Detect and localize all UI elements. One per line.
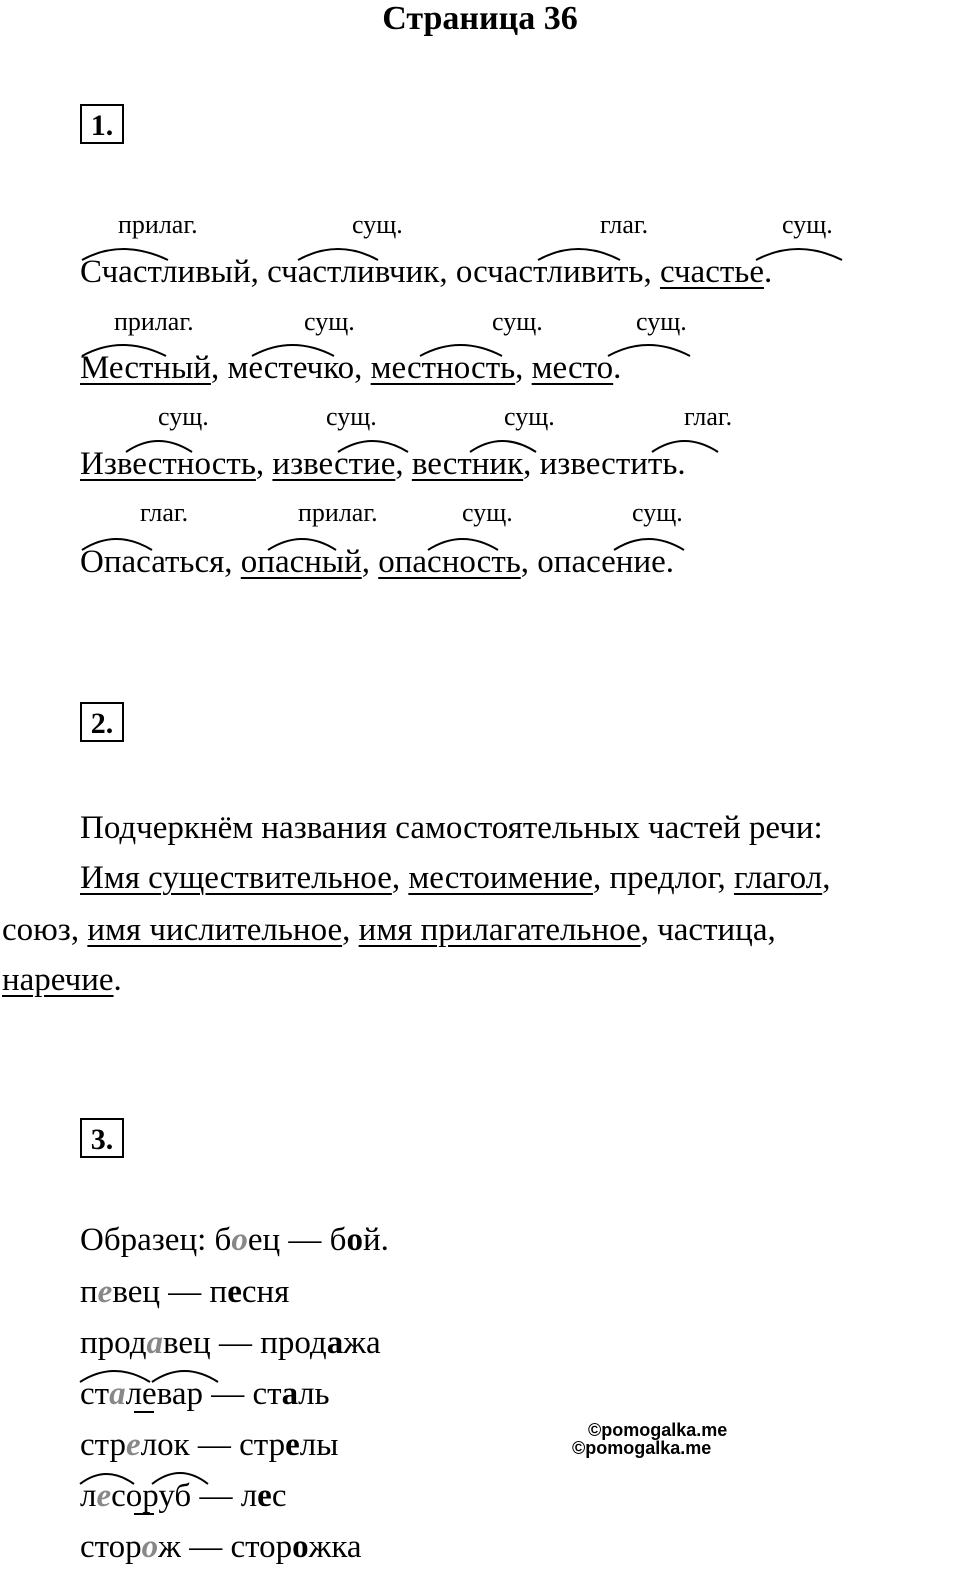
- separator: ,: [643, 254, 660, 290]
- word-part: жа: [343, 1325, 381, 1361]
- part-of-speech-underlined: имя прилагательное: [358, 912, 641, 948]
- word-part: й.: [362, 1222, 389, 1258]
- word-row: [80, 444, 686, 484]
- pos-label: прилаг.: [298, 498, 378, 527]
- word-underlined: Местный: [80, 350, 211, 386]
- separator: ,: [520, 544, 538, 580]
- separator: .: [113, 962, 122, 998]
- task-2-line: [80, 858, 830, 898]
- pos-label: прилаг.: [114, 307, 194, 336]
- word-row: [80, 348, 621, 388]
- word-underlined: место: [531, 350, 614, 386]
- task-2-number: 2.: [80, 702, 124, 742]
- pos-label: сущ.: [304, 307, 355, 336]
- checked-vowel: е: [97, 1274, 113, 1310]
- task-2-line: [2, 960, 122, 1000]
- separator: ,: [640, 912, 658, 948]
- word-part: ж: [158, 1529, 181, 1565]
- separator: ,: [342, 912, 359, 948]
- pos-label: сущ.: [462, 498, 513, 527]
- word-part: стор: [230, 1529, 293, 1565]
- separator: ,: [515, 350, 532, 386]
- word-pair: [80, 1374, 330, 1414]
- pos-label: прилаг.: [118, 210, 198, 239]
- separator: ,: [354, 350, 371, 386]
- pos-label: сущ.: [636, 307, 687, 336]
- part-of-speech-underlined: наречие: [2, 962, 114, 998]
- part-of-speech-underlined: Имя существительное: [80, 860, 392, 896]
- pos-label: сущ.: [492, 307, 543, 336]
- check-vowel: е: [257, 1478, 272, 1514]
- part-of-speech-underlined: местоимение: [408, 860, 593, 896]
- checked-vowel: а: [109, 1376, 126, 1412]
- word-pair: [80, 1476, 286, 1516]
- separator: ,: [70, 912, 88, 948]
- word-part: стор: [80, 1529, 142, 1565]
- word: Опасаться: [80, 544, 225, 580]
- dash: —: [180, 1529, 231, 1565]
- word: осчастливить: [455, 254, 644, 290]
- separator: ,: [523, 446, 540, 482]
- word: счастливчик: [267, 254, 440, 290]
- word-row: [80, 542, 674, 582]
- check-vowel: а: [281, 1376, 299, 1412]
- word-row: [80, 252, 772, 292]
- check-vowel: о: [346, 1222, 363, 1258]
- word-part: стр: [239, 1427, 286, 1463]
- word-underlined: опасный: [240, 544, 362, 580]
- separator: ,: [210, 350, 228, 386]
- pos-label: глаг.: [684, 402, 733, 431]
- task-3-number: 3.: [80, 1118, 124, 1158]
- word-underlined: вестник: [411, 446, 524, 482]
- word: опасение: [537, 544, 666, 580]
- separator: ,: [767, 912, 776, 948]
- pos-label: сущ.: [782, 210, 833, 239]
- separator: .: [613, 350, 622, 386]
- word-part: прод: [80, 1325, 147, 1361]
- separator: ,: [255, 446, 273, 482]
- pos-label: сущ.: [352, 210, 403, 239]
- word-part: п: [80, 1274, 98, 1310]
- word-pair: [80, 1323, 381, 1363]
- word-part: левар: [125, 1376, 203, 1412]
- checked-vowel: о: [231, 1222, 248, 1258]
- checked-vowel: е: [125, 1427, 141, 1463]
- task-2-line: [2, 910, 776, 950]
- separator: .: [763, 254, 773, 290]
- watermark-text: ©pomogalka.me: [588, 1420, 728, 1440]
- word-part: б: [214, 1222, 232, 1258]
- task-1-number: 1.: [80, 104, 124, 144]
- separator: ,: [822, 860, 831, 896]
- word-underlined: счастье: [659, 254, 764, 290]
- word-underlined: местность: [370, 350, 516, 386]
- word-part: ст: [252, 1376, 282, 1412]
- word: Счастливый: [80, 254, 251, 290]
- word-part: п: [209, 1274, 228, 1310]
- dash: —: [210, 1325, 261, 1361]
- pos-label: глаг.: [140, 498, 189, 527]
- check-vowel: а: [326, 1325, 344, 1361]
- word-part: б: [329, 1222, 347, 1258]
- word-underlined: известие: [272, 446, 396, 482]
- separator: ,: [391, 860, 409, 896]
- dash: —: [160, 1274, 210, 1310]
- checked-vowel: е: [96, 1478, 112, 1514]
- pos-label: сущ.: [632, 498, 683, 527]
- part-of-speech: союз: [2, 912, 71, 948]
- word-part: ец: [247, 1222, 281, 1258]
- word-part: прод: [260, 1325, 327, 1361]
- word-part: стр: [80, 1427, 126, 1463]
- dash: —: [191, 1478, 241, 1514]
- page-title: Страница 36: [382, 0, 578, 37]
- word-part: ль: [298, 1376, 330, 1412]
- word-pair: [80, 1425, 338, 1465]
- separator: .: [665, 544, 675, 580]
- separator: ,: [395, 446, 412, 482]
- word-part: с: [271, 1478, 287, 1514]
- check-vowel: е: [285, 1427, 300, 1463]
- check-vowel: е: [227, 1274, 242, 1310]
- separator: ,: [224, 544, 241, 580]
- pos-label: глаг.: [600, 210, 649, 239]
- checked-vowel: а: [146, 1325, 163, 1361]
- separator: ,: [593, 860, 610, 896]
- part-of-speech: предлог: [609, 860, 718, 896]
- word-part: л: [80, 1478, 97, 1514]
- separator: ,: [250, 254, 268, 290]
- word-part: соруб: [111, 1478, 192, 1514]
- dash: —: [203, 1376, 253, 1412]
- sample-label: Образец:: [80, 1222, 215, 1258]
- dash: —: [280, 1222, 330, 1258]
- word: местечко: [227, 350, 355, 386]
- pos-label: сущ.: [504, 402, 555, 431]
- word-part: вец: [163, 1325, 211, 1361]
- task-2-intro: Подчеркнём названия самостоятельных частей речи:: [80, 810, 823, 846]
- sample-line: [80, 1220, 389, 1260]
- word-part: ст: [80, 1376, 110, 1412]
- separator: ,: [361, 544, 379, 580]
- word-part: л: [240, 1478, 258, 1514]
- word-part: сня: [241, 1274, 290, 1310]
- word: известить: [539, 446, 678, 482]
- word-part: лы: [299, 1427, 339, 1463]
- word-underlined: опасность: [378, 544, 521, 580]
- part-of-speech-underlined: глагол: [733, 860, 823, 896]
- word-part: лок: [140, 1427, 190, 1463]
- checked-vowel: о: [141, 1529, 159, 1565]
- dash: —: [189, 1427, 240, 1463]
- part-of-speech-underlined: имя числительное: [87, 912, 343, 948]
- word-pair: [80, 1272, 289, 1312]
- pos-label: сущ.: [326, 402, 377, 431]
- check-vowel: о: [292, 1529, 309, 1565]
- word-part: вец: [112, 1274, 161, 1310]
- word-underlined: Известность: [80, 446, 256, 482]
- pos-label: сущ.: [158, 402, 209, 431]
- separator: ,: [439, 254, 456, 290]
- separator: .: [677, 446, 686, 482]
- part-of-speech: частица: [657, 912, 768, 948]
- watermark-text: ©pomogalka.me: [572, 1438, 712, 1458]
- word-part: жка: [308, 1529, 362, 1565]
- word-pair: [80, 1527, 362, 1567]
- separator: ,: [717, 860, 734, 896]
